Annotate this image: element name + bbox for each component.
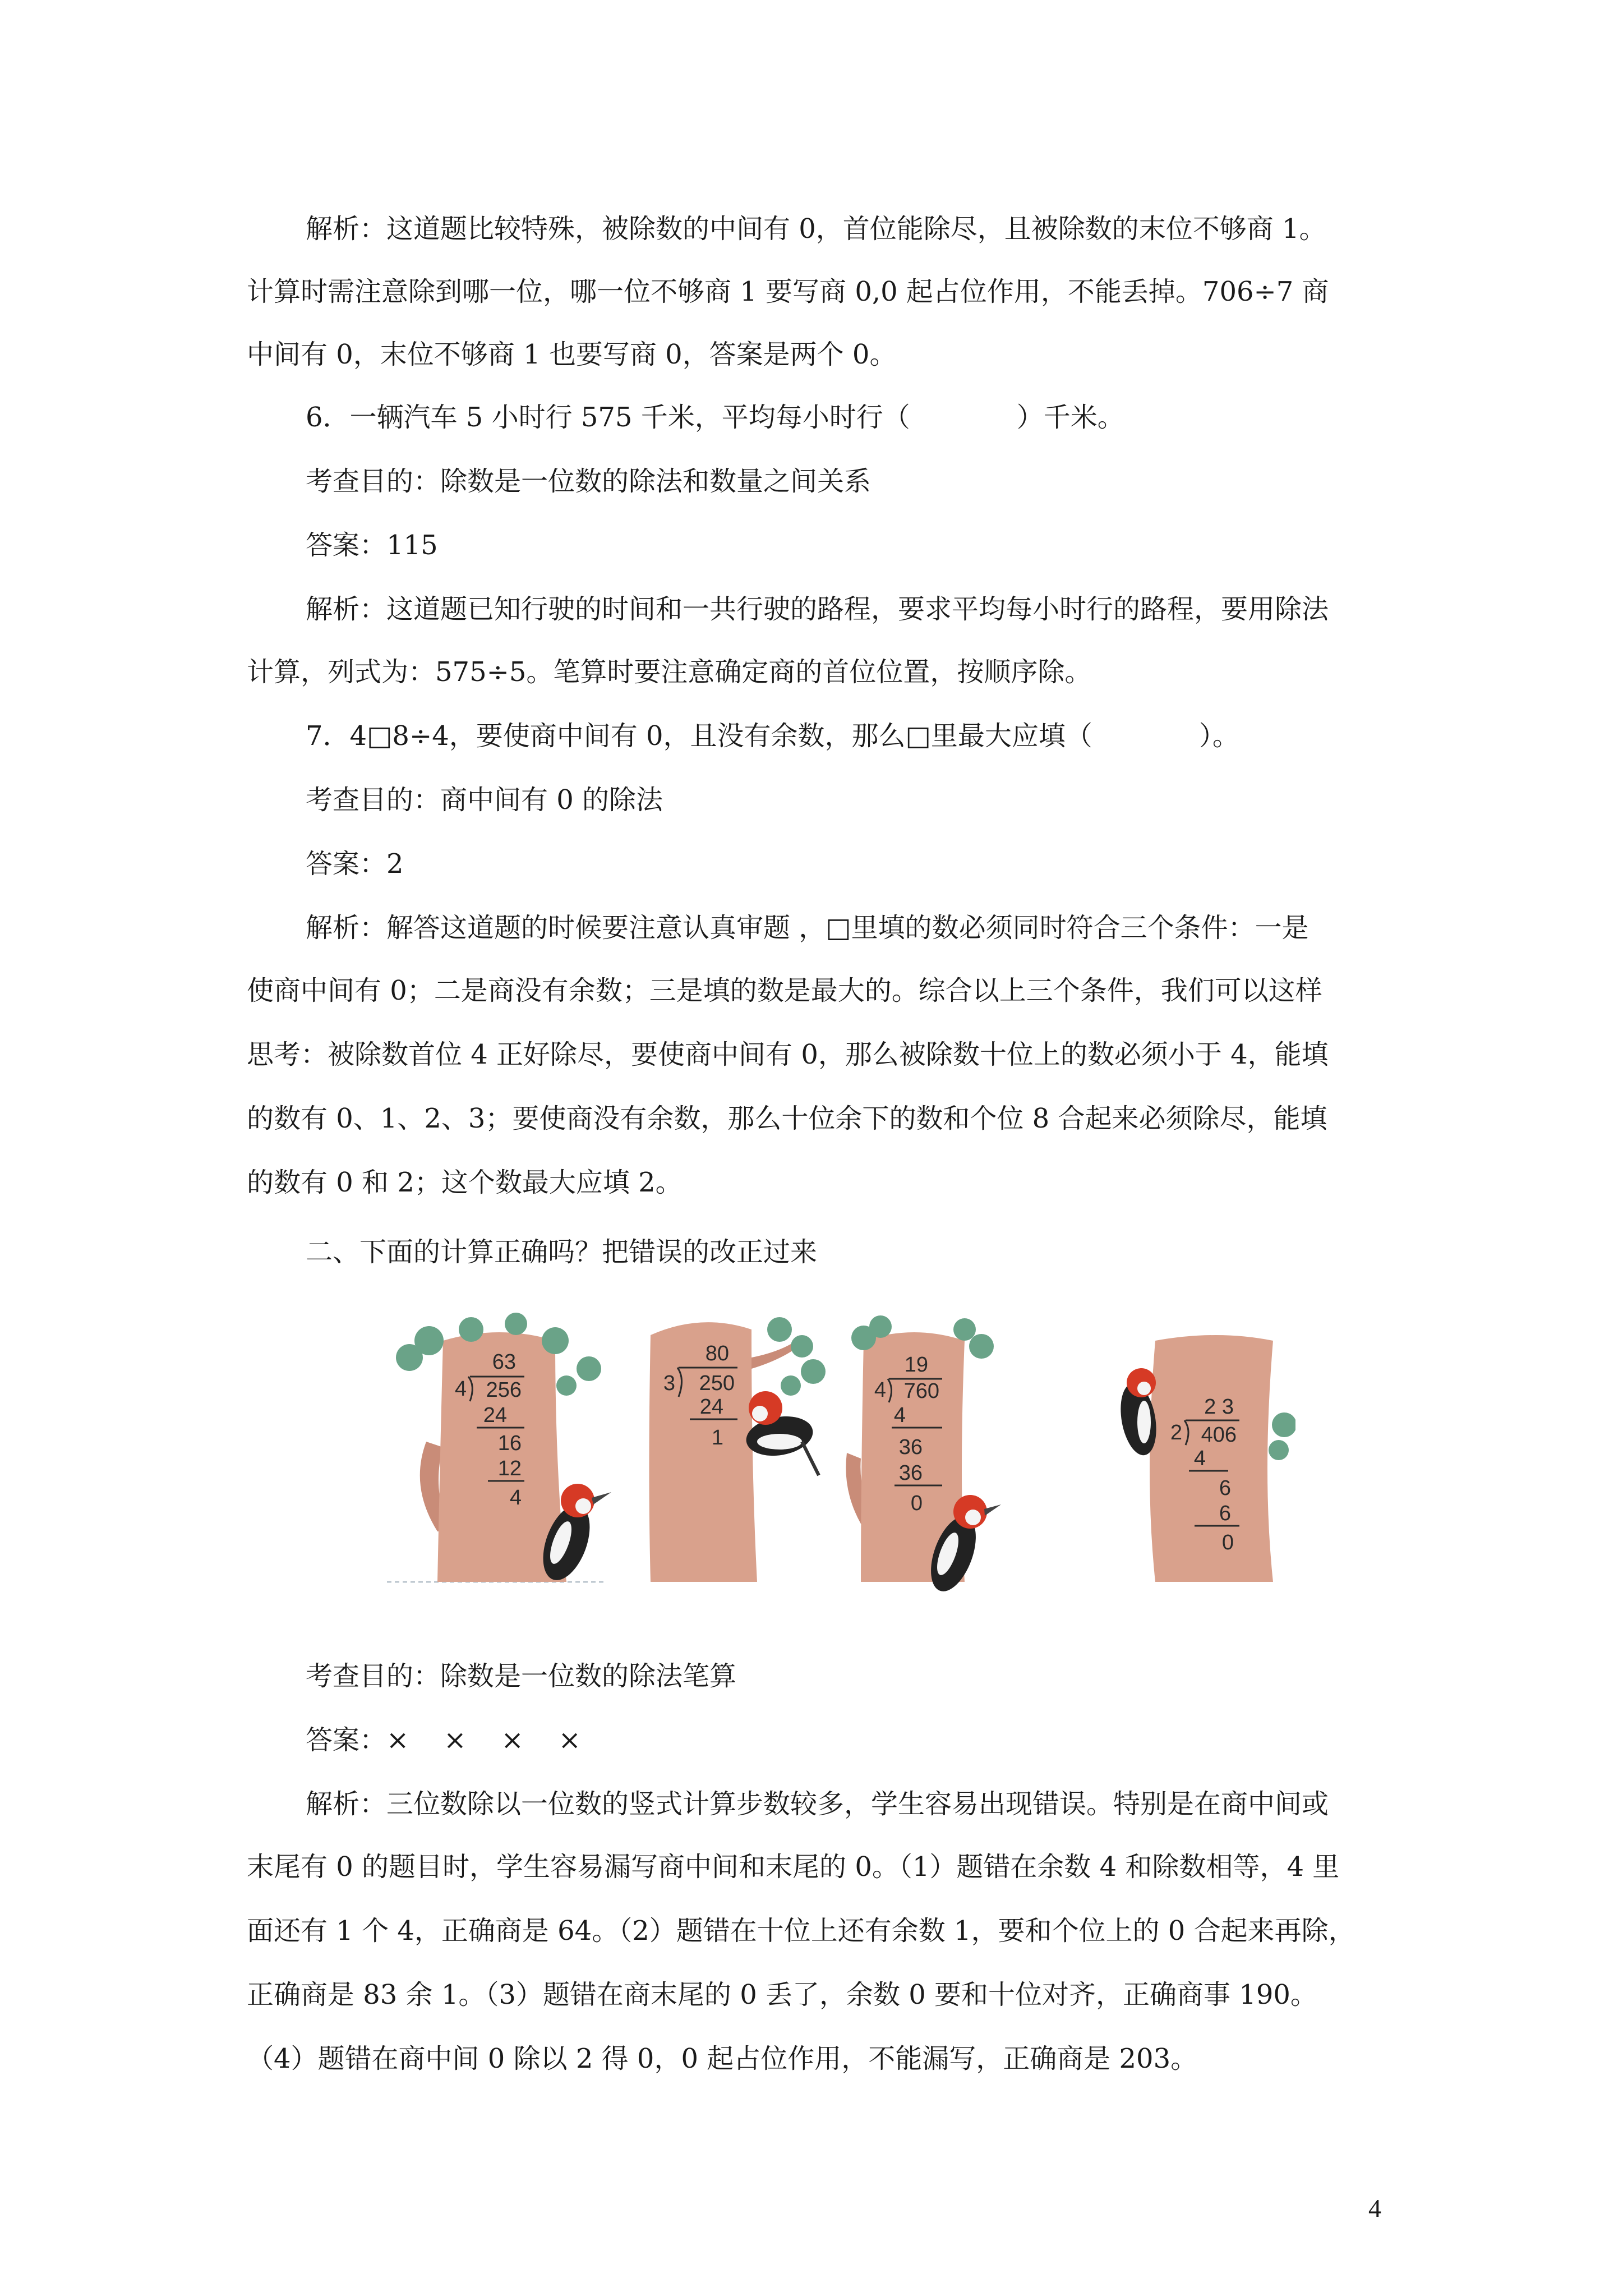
- calc-3-step-2: 36: [898, 1435, 923, 1459]
- question-6-purpose: 考查目的：除数是一位数的除法和数量之间关系: [306, 466, 872, 497]
- page-number: 4: [1368, 2194, 1381, 2223]
- calc-1-step-3: 12: [497, 1457, 522, 1480]
- paragraph-analysis-q5-line3: 中间有 0，末位不够商 1 也要写商 0，答案是两个 0。: [247, 339, 897, 370]
- calc-2-step-2: 1: [711, 1426, 723, 1450]
- question-7-text: 7．4□8÷4，要使商中间有 0，且没有余数，那么□里最大应填（: [306, 720, 1092, 752]
- question-7-analysis-line5: 的数有 0 和 2；这个数最大应填 2。: [247, 1167, 683, 1198]
- question-6-analysis-line1: 解析：这道题已知行驶的时间和一共行驶的路程，要求平均每小时行的路程，要用除法: [306, 593, 1329, 625]
- calc-2-step-1: 24: [699, 1395, 723, 1419]
- calc-4-step-4: 0: [1221, 1531, 1234, 1554]
- section-2-answer-3: ×: [501, 1724, 524, 1756]
- calc-3-step-1: 4: [893, 1404, 906, 1427]
- question-7-answer: 答案：2: [306, 848, 404, 880]
- calc-4-divisor: 2: [1170, 1421, 1182, 1444]
- calc-2-divisor: 3: [663, 1372, 675, 1395]
- question-7-analysis-line4: 的数有 0、1、2、3；要使商没有余数，那么十位余下的数和个位 8 合起来必须除尽，能填: [247, 1103, 1327, 1134]
- illustration-svg: [387, 1307, 1295, 1632]
- woodpecker-2: [743, 1391, 819, 1475]
- section-2-analysis-line5: （4）题错在商中间 0 除以 2 得 0，0 起占位作用，不能漏写，正确商是 203。: [247, 2043, 1198, 2074]
- question-7-analysis-line3: 思考：被除数首位 4 正好除尽，要使商中间有 0，那么被除数十位上的数必须小于 4，能填: [247, 1039, 1329, 1070]
- paragraph-analysis-q5-line2: 计算时需注意除到哪一位，哪一位不够商 1 要写商 0,0 起占位作用，不能丢掉。706÷7 商: [247, 276, 1329, 307]
- calc-4-dividend: 406: [1201, 1423, 1237, 1447]
- section-2-answer-1: ×: [386, 1724, 409, 1756]
- section-2-analysis-line2: 末尾有 0 的题目时，学生容易漏写商中间和末尾的 0。（1）题错在余数 4 和除数相等，4 里: [247, 1851, 1340, 1883]
- calc-1-dividend: 256: [486, 1378, 522, 1402]
- section-2-answer-label: 答案：: [306, 1724, 387, 1756]
- question-6-text: 6．一辆汽车 5 小时行 575 千米，平均每小时行（: [306, 402, 910, 433]
- section-2-analysis-line1: 解析：三位数除以一位数的竖式计算步数较多，学生容易出现错误。特别是在商中间或: [306, 1788, 1329, 1820]
- calc-3-step-4: 0: [910, 1492, 923, 1515]
- calc-1-step-2: 16: [497, 1432, 522, 1455]
- calc-4-step-3: 6: [1219, 1502, 1231, 1525]
- division-trees-illustration: [387, 1307, 1295, 1632]
- section-2-answer-4: ×: [558, 1724, 581, 1756]
- tree-2: [649, 1317, 826, 1582]
- question-6-text-end: ）千米。: [1016, 402, 1124, 433]
- calc-1-step-4: 4: [509, 1486, 522, 1510]
- calc-3-divisor: 4: [874, 1378, 886, 1402]
- tree-1: [396, 1313, 611, 1586]
- section-2-purpose: 考查目的：除数是一位数的除法笔算: [306, 1660, 737, 1692]
- calc-1-step-1: 24: [483, 1404, 507, 1427]
- calc-4-quotient: 2 3: [1204, 1395, 1234, 1419]
- question-7-text-end: ）。: [1198, 720, 1239, 752]
- calc-2-dividend: 250: [699, 1372, 735, 1395]
- question-6-answer: 答案：115: [306, 530, 438, 561]
- section-2-answer-2: ×: [444, 1724, 467, 1756]
- calc-2-quotient: 80: [705, 1342, 729, 1365]
- question-7-analysis-line2: 使商中间有 0；二是商没有余数；三是填的数是最大的。综合以上三个条件，我们可以这样: [247, 975, 1322, 1006]
- question-6: [306, 401, 1450, 434]
- section-2-analysis-line4: 正确商是 83 余 1。（3）题错在商末尾的 0 丢了，余数 0 要和十位对齐，正确商事 190。: [247, 1979, 1317, 2010]
- question-7-analysis-line1: 解析：解答这道题的时候要注意认真审题 ，□里填的数必须同时符合三个条件：一是: [306, 912, 1309, 944]
- calc-3-dividend: 760: [903, 1379, 939, 1403]
- tree-3: [846, 1315, 1001, 1597]
- section-2-heading: 二、下面的计算正确吗？把错误的改正过来: [306, 1236, 818, 1268]
- question-6-analysis-line2: 计算，列式为：575÷5。笔算时要注意确定商的首位位置，按顺序除。: [247, 656, 1092, 688]
- tree-4: [1115, 1335, 1295, 1582]
- calc-4-step-2: 6: [1219, 1476, 1231, 1500]
- calc-3-step-3: 36: [898, 1461, 923, 1485]
- section-2-answers: [306, 1723, 1450, 1757]
- calc-4-step-1: 4: [1193, 1447, 1206, 1470]
- calc-1-divisor: 4: [454, 1377, 467, 1401]
- question-7-purpose: 考查目的：商中间有 0 的除法: [306, 784, 663, 816]
- calc-1-quotient: 63: [492, 1350, 516, 1374]
- paragraph-analysis-q5-line1: 解析：这道题比较特殊，被除数的中间有 0，首位能除尽，且被除数的末位不够商 1。: [306, 213, 1326, 245]
- section-2-analysis-line3: 面还有 1 个 4，正确商是 64。（2）题错在十位上还有余数 1，要和个位上的 0 合起来再除，: [247, 1915, 1355, 1947]
- question-7: [306, 719, 1450, 753]
- calc-3-quotient: 19: [904, 1353, 928, 1377]
